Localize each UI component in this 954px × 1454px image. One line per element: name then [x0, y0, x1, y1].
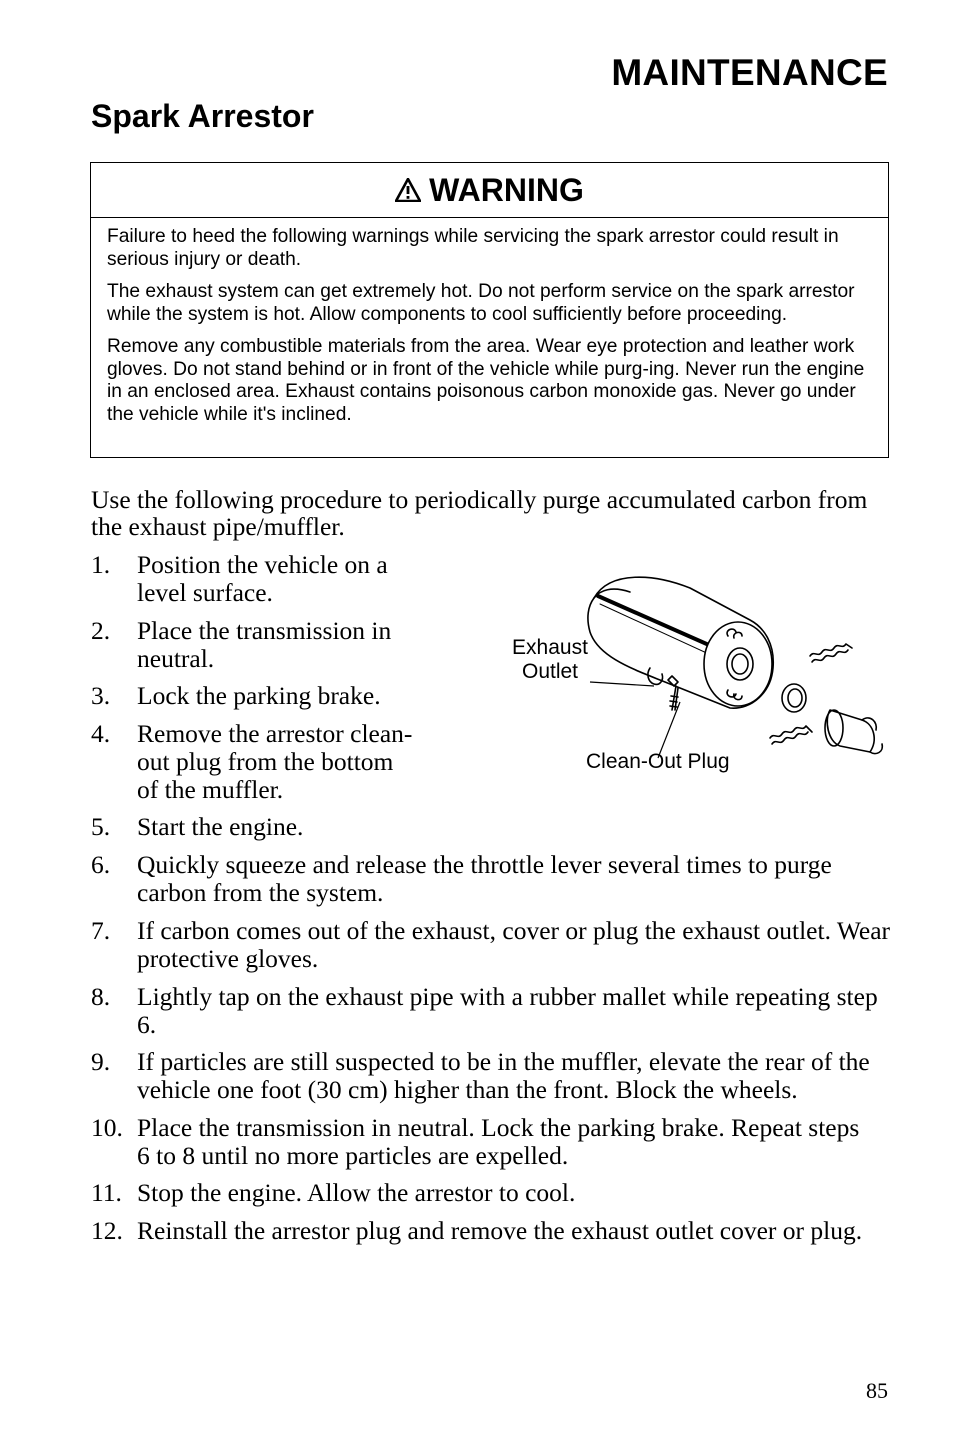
step-text: Stop the engine. Allow the arrestor to cool.: [137, 1178, 576, 1207]
step-number: 3.: [91, 681, 111, 710]
step-text: Lock the parking brake.: [137, 681, 381, 710]
step-number: 9.: [91, 1047, 111, 1076]
warning-title: WARNING: [429, 171, 584, 208]
step-number: 4.: [91, 719, 111, 748]
step-text: Quickly squeeze and release the throttle lever several times to purge carbon from the system.: [137, 850, 832, 907]
step-number: 7.: [91, 916, 111, 945]
step-text: Remove the arrestor clean-out plug from the bottom of the muffler.: [137, 719, 413, 804]
warning-box: [90, 162, 889, 458]
exhaust-outlet-label-line1: Exhaust: [512, 636, 588, 659]
step-number: 1.: [91, 550, 111, 579]
step-number: 6.: [91, 850, 111, 879]
step-text: If particles are still suspected to be in the muffler, elevate the rear of the vehicle one foot (30 cm) higher than the front. Block the wheels.: [137, 1047, 870, 1104]
exhaust-outlet-label: [502, 636, 598, 684]
exhaust-outlet-label-line2: Outlet: [521, 660, 579, 683]
warning-paragraph: Remove any combustible materials from the area. Wear eye protection and leather work gloves. Do not stand behind or in front of the vehicle while purg-ing. Never run the engine in an enclosed area. Exhaust contains poisonous carbon monoxide gas. Never go under the vehicle while it's inclined.: [107, 336, 865, 425]
step-number: 12.: [91, 1216, 123, 1245]
step-number: 5.: [91, 812, 111, 841]
step-number: 10.: [91, 1113, 123, 1142]
step-text: Place the transmission in neutral.: [137, 616, 392, 673]
intro-paragraph: Use the following procedure to periodically purge accumulated carbon from the exhaust pipe/muffler.: [91, 485, 868, 541]
muffler-diagram: [490, 560, 890, 790]
step-text: Lightly tap on the exhaust pipe with a rubber mallet while repeating step 6.: [137, 982, 878, 1039]
step-text: Position the vehicle on a level surface.: [137, 550, 388, 607]
page-number: 85: [866, 1378, 888, 1403]
warning-paragraph: The exhaust system can get extremely hot. Do not perform service on the spark arrestor while the system is hot. Allow components to cool sufficiently before proceeding.: [107, 281, 855, 325]
warning-body: [91, 218, 888, 426]
step-text: Start the engine.: [137, 812, 304, 841]
step-text: Place the transmission in neutral. Lock the parking brake. Repeat steps 6 to 8 until no more particles are expelled.: [137, 1113, 860, 1170]
step-text: If carbon comes out of the exhaust, cover or plug the exhaust outlet. Wear protective gloves.: [137, 916, 891, 973]
warning-triangle-icon: [395, 178, 421, 202]
step-number: 11.: [91, 1178, 122, 1207]
warning-paragraph: Failure to heed the following warnings while servicing the spark arrestor could result in serious injury or death.: [107, 226, 839, 270]
warning-header: [91, 163, 888, 218]
step-number: 8.: [91, 982, 111, 1011]
section-title: MAINTENANCE: [611, 52, 888, 93]
page-title: Spark Arrestor: [91, 98, 314, 134]
step-text: Reinstall the arrestor plug and remove the exhaust outlet cover or plug.: [137, 1216, 863, 1245]
step-number: 2.: [91, 616, 111, 645]
clean-out-plug-label: Clean-Out Plug: [586, 750, 730, 773]
